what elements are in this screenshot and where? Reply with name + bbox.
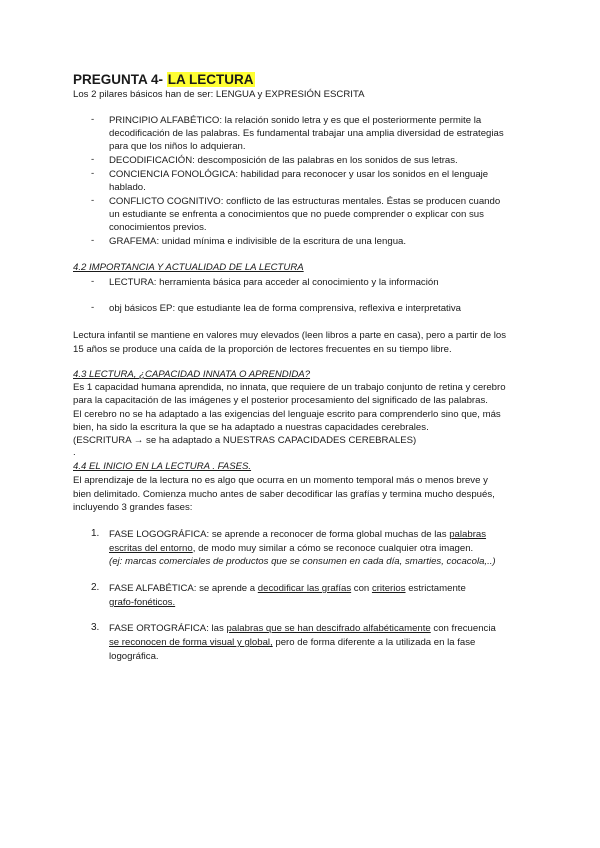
list-item-cont: conocimientos previos. — [109, 222, 207, 233]
underlined-text: escritas del entorno — [109, 543, 193, 554]
paragraph-line: Es 1 capacidad humana aprendida, no innata, que requiere de un trabajo conjunto de retina y cerebro — [73, 382, 506, 393]
list-item-cont: un estudiante se enfrenta a conocimientos que no puede comprender o explicar con sus — [109, 209, 484, 220]
phase-line: FASE ORTOGRÁFICA: las palabras que se han descifrado alfabéticamente con frecuencia — [109, 623, 496, 634]
bullet-marker: - — [91, 276, 95, 287]
section-heading-4-4: 4.4 EL INICIO EN LA LECTURA . FASES. — [73, 461, 252, 472]
list-item: CONFLICTO COGNITIVO: conflicto de las estructuras mentales. Éstas se producen cuando — [109, 196, 501, 207]
bullet-marker: - — [91, 302, 95, 313]
paragraph-line: incluyendo 3 grandes fases: — [73, 502, 193, 513]
list-item: obj básicos EP: que estudiante lea de forma comprensiva, reflexiva e interpretativa — [109, 303, 461, 314]
phase-number: 1. — [91, 528, 100, 539]
list-item-cont: para que los niños lo adquieran. — [109, 141, 246, 152]
phase-number: 2. — [91, 582, 100, 593]
paragraph-line: El aprendizaje de la lectura no es algo que ocurra en un momento temporal más o menos breve y — [73, 475, 488, 486]
section-heading-4-2: 4.2 IMPORTANCIA Y ACTUALIDAD DE LA LECTURA — [73, 262, 304, 273]
list-item: DECODIFICACIÓN: descomposición de las palabras en los sonidos de sus letras. — [109, 155, 458, 166]
paragraph-line: bien delimitado. Comienza mucho antes de saber decodificar las grafías y termina mucho después, — [73, 489, 495, 500]
phase-line: FASE ALFABÉTICA: se aprende a decodificar las grafías con criterios estrictamente — [109, 583, 466, 594]
underlined-text: palabras — [449, 529, 487, 540]
phase-line: escritas del entorno, de modo muy similar a cómo se reconoce cualquier otra imagen. — [109, 543, 474, 554]
list-item: PRINCIPIO ALFABÉTICO: la relación sonido letra y es que el posteriormente permite la — [109, 115, 482, 126]
title-highlight: LA LECTURA — [167, 72, 254, 87]
list-item-cont: decodificación de las palabras. Es fundamental trabajar una amplia diversidad de estrategias — [109, 128, 504, 139]
bullet-marker: - — [91, 235, 95, 246]
paragraph-line: para la capacitación de las imágenes y el posterior procesamiento del significado de las palabras. — [73, 395, 488, 406]
underlined-text: palabras que se han descifrado alfabéticamente — [226, 623, 431, 634]
phase-line — [109, 596, 175, 610]
underlined-text: decodificar las grafías — [257, 583, 352, 594]
phase-line: logográfica. — [109, 651, 159, 662]
page-title: PREGUNTA 4- LA LECTURA — [73, 72, 254, 87]
underlined-text: criterios — [371, 583, 406, 594]
paragraph-line: Lectura infantil se mantiene en valores muy elevados (leen libros a parte en casa), pero a partir de los — [73, 330, 507, 341]
phase-line: se reconocen de forma visual y global, pero de forma diferente a la utilizada en la fase — [109, 637, 476, 648]
paragraph-line: El cerebro no se ha adaptado a las exigencias del lenguaje escrito para comprenderlo sino que, más — [73, 409, 501, 420]
bullet-marker: - — [91, 114, 95, 125]
phase-example: (ej: marcas comerciales de productos que se consumen en cada día, smarties, cocacola,..) — [109, 556, 496, 567]
paragraph-line: bien, ha sido la escritura la que se ha adaptado a nuestras capacidades cerebrales. — [73, 422, 429, 433]
paragraph-line: (ESCRITURA → se ha adaptado a NUESTRAS CAPACIDADES CEREBRALES) — [73, 435, 417, 446]
list-item: LECTURA: herramienta básica para acceder al conocimiento y la información — [109, 277, 439, 288]
phase-number: 3. — [91, 622, 100, 633]
bullet-marker: - — [91, 154, 95, 165]
list-item-cont: hablado. — [109, 182, 146, 193]
underlined-text: se reconocen de forma visual y global, — [109, 637, 273, 648]
list-item: GRAFEMA: unidad mínima e indivisible de la escritura de una lengua. — [109, 236, 407, 247]
bullet-marker: - — [91, 168, 95, 179]
section-heading-4-3: 4.3 LECTURA, ¿CAPACIDAD INNATA O APRENDIDA? — [73, 369, 311, 380]
intro-text: Los 2 pilares básicos han de ser: LENGUA y EXPRESIÓN ESCRITA — [73, 89, 365, 100]
bullet-marker: - — [91, 195, 95, 206]
underlined-text: grafo-fonéticos. — [109, 597, 176, 608]
paragraph-line: 15 años se produce una caída de la proporción de lectores frecuentes en su tiempo libre. — [73, 344, 452, 355]
phase-line: FASE LOGOGRÁFICA: se aprende a reconocer de forma global muchas de las palabras — [109, 529, 487, 540]
paragraph-line: . — [73, 447, 76, 458]
list-item: CONCIENCIA FONOLÓGICA: habilidad para reconocer y usar los sonidos en el lenguaje — [109, 169, 489, 180]
